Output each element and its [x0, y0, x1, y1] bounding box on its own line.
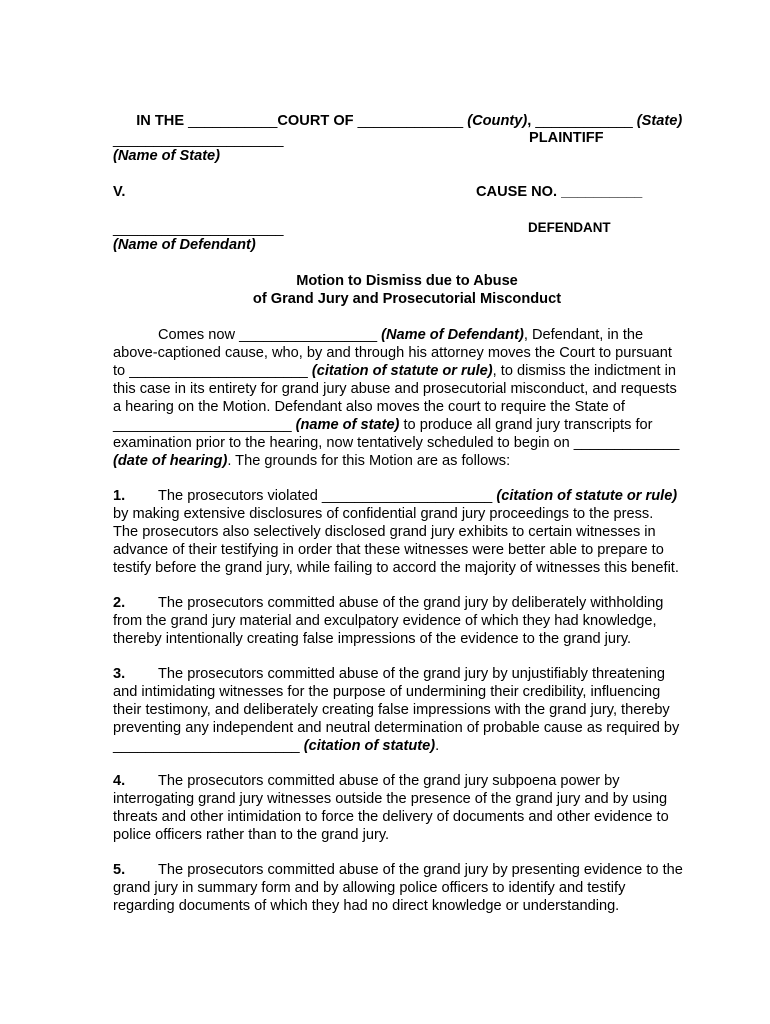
ground-line: interrogating grand jury witnesses outside the presence of the grand jury and by using [113, 791, 668, 807]
ground-line: 5. The prosecutors committed abuse of the grand jury by presenting evidence to the [113, 862, 683, 878]
ground-line: from the grand jury material and exculpatory evidence of which they had knowledge, [113, 613, 657, 629]
ground-item-3 [113, 665, 713, 755]
ground-item-5 [113, 861, 713, 915]
ground-line: advance of their testifying in order that these witnesses were better able to prepare to [113, 542, 664, 558]
ground-item-4 [113, 772, 713, 844]
intro-line: a hearing on the Motion. Defendant also moves the court to require the State of [113, 399, 625, 415]
name-of-defendant-label: (Name of Defendant) [113, 237, 256, 253]
court-line-comma: , [527, 113, 536, 129]
item-number: 3. [113, 666, 126, 682]
county-label: (County) [467, 113, 528, 129]
defendant-blank-line: _____________________ [113, 221, 284, 237]
court-blank: ___________ [188, 113, 278, 129]
name-of-defendant-placeholder: (Name of Defendant) [381, 327, 524, 343]
plaintiff-label: PLAINTIFF [529, 130, 604, 146]
intro-line: to ______________________ (citation of statute or rule), to dismiss the indictment in [113, 363, 676, 379]
ground-line: 4. The prosecutors committed abuse of the grand jury subpoena power by [113, 773, 620, 789]
ground-line: 1. The prosecutors violated _____________________ (citation of statute or rule) [113, 488, 678, 504]
item-number: 2. [113, 595, 126, 611]
ground-line: _______________________ (citation of statute). [113, 738, 440, 754]
intro-line: (date of hearing). The grounds for this Motion are as follows: [113, 453, 511, 469]
intro-line: above-captioned cause, who, by and through his attorney moves the Court to pursuant [113, 345, 672, 361]
ground-line: preventing any independent and neutral determination of probable cause as required by [113, 720, 680, 736]
ground-line: threats and other intimidation to force the delivery of documents and other evidence to [113, 809, 669, 825]
motion-title-line-1: Motion to Dismiss due to Abuse [296, 273, 518, 289]
date-of-hearing-placeholder: (date of hearing) [113, 453, 228, 469]
intro-line: Comes now _________________ (Name of Defendant), Defendant, in the [158, 327, 644, 343]
ground-line: regarding documents of which they had no direct knowledge or understanding. [113, 898, 620, 914]
name-of-state-label: (Name of State) [113, 148, 221, 164]
intro-line: this case in its entirety for grand jury abuse and prosecutorial misconduct, and requests [113, 381, 677, 397]
ground-line: testify before the grand jury, while failing to accord the majority of witnesses this benefit. [113, 560, 679, 576]
cause-number: CAUSE NO. __________ [476, 184, 643, 200]
ground-line: police officers rather than to the grand jury. [113, 827, 390, 843]
name-of-state-placeholder: (name of state) [295, 417, 400, 433]
ground-line: grand jury in summary form and by allowing police officers to identify and testify [113, 880, 626, 896]
intro-line: examination prior to the hearing, now tentatively scheduled to begin on _____________ [113, 435, 680, 451]
ground-line: their testimony, and deliberately creating false impressions with the grand jury, thereby [113, 702, 670, 718]
item-number: 1. [113, 488, 126, 504]
ground-item-1 [113, 487, 713, 577]
county-blank: _____________ [357, 113, 464, 129]
in-the-text: IN THE [136, 113, 189, 129]
ground-line: and intimidating witnesses for the purpose of undermining their credibility, influencing [113, 684, 661, 700]
intro-paragraph [113, 326, 713, 470]
ground-line: 3. The prosecutors committed abuse of the grand jury by unjustifiably threatening [113, 666, 666, 682]
court-of-text: COURT OF [277, 113, 358, 129]
plaintiff-blank-line: _____________________ [113, 132, 284, 148]
ground-line: by making extensive disclosures of confidential grand jury proceedings to the press. [113, 506, 654, 522]
state-blank: ____________ [535, 113, 633, 129]
citation-placeholder: (citation of statute) [303, 738, 436, 754]
item-number: 4. [113, 773, 126, 789]
citation-placeholder: (citation of statute or rule) [311, 363, 493, 379]
item-number: 5. [113, 862, 126, 878]
ground-item-2 [113, 594, 713, 648]
intro-line: ______________________ (name of state) to produce all grand jury transcripts for [113, 417, 653, 433]
versus-label: V. [113, 184, 126, 200]
ground-line: thereby intentionally creating false impressions of the evidence to the grand jury. [113, 631, 632, 647]
citation-placeholder: (citation of statute or rule) [496, 488, 678, 504]
motion-title-line-2: of Grand Jury and Prosecutorial Misconduct [252, 291, 562, 307]
ground-line: 2. The prosecutors committed abuse of the grand jury by deliberately withholding [113, 595, 664, 611]
ground-line: The prosecutors also selectively disclosed grand jury exhibits to certain witnesses in [113, 524, 656, 540]
defendant-label: DEFENDANT [528, 220, 611, 235]
state-label: (State) [636, 113, 683, 129]
